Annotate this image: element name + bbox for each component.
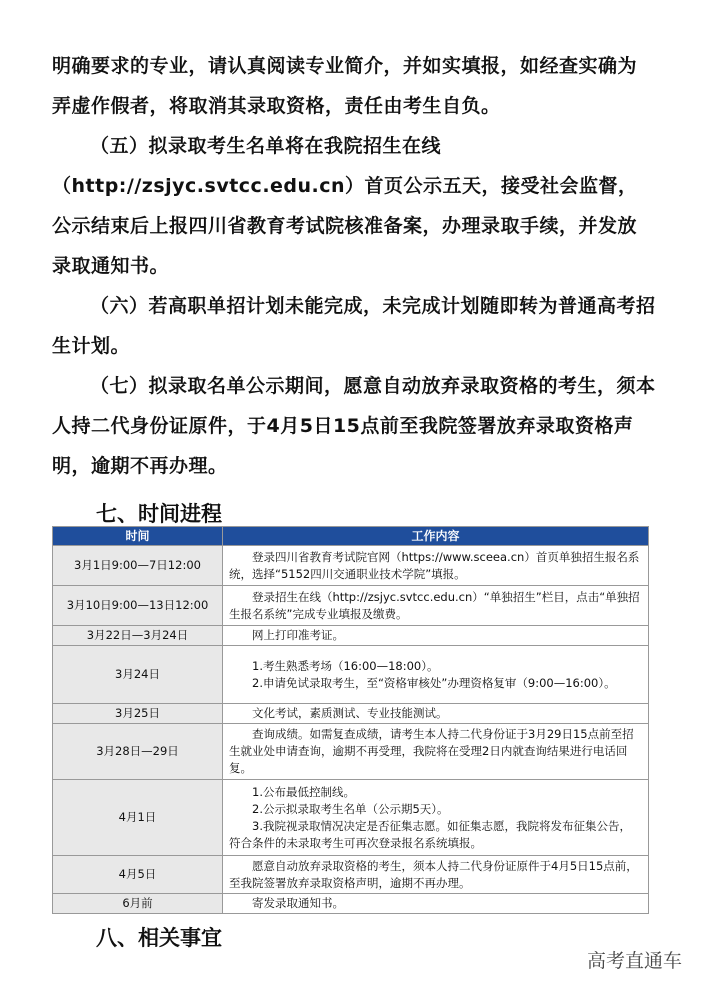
row-content: 查询成绩。如需复查成绩，请考生本人持二代身份证于3月29日15点前至招生就业处申请查询，逾期不再受理，我院将在受理2日内就查询结果进行电话回复。 (223, 724, 649, 780)
table-row (53, 546, 649, 586)
row-content: 1.公布最低控制线。 2.公示拟录取考生名单（公示期5天）。 3.我院视录取情况决定是否征集志愿。如征集志愿，我院将发布征集公告，符合条件的未录取考生可再次登录报名系统填报。 (223, 780, 649, 856)
row-time: 6月前 (53, 894, 223, 914)
paragraph-item-6: （六）若高职单招计划未能完成，未完成计划随即转为普通高考招生计划。 (52, 295, 656, 357)
table-header-row (53, 527, 649, 546)
row-time: 3月25日 (53, 704, 223, 724)
table-row (53, 586, 649, 626)
table-row (53, 704, 649, 724)
row-time: 3月24日 (53, 646, 223, 704)
row-time: 3月10日9:00—13日12:00 (53, 586, 223, 626)
row-content: 网上打印准考证。 (223, 626, 649, 646)
row-content: 登录四川省教育考试院官网（https://www.sceea.cn）首页单独招生报名系统，选择“5152四川交通职业技术学院”填报。 (223, 546, 649, 586)
paragraph-item-7: （七）拟录取名单公示期间，愿意自动放弃录取资格的考生，须本人持二代身份证原件，于4月5日15点前至我院签署放弃录取资格声明，逾期不再办理。 (52, 375, 656, 477)
header-time: 时间 (53, 527, 223, 546)
watermark: 高考直通车 (586, 950, 682, 972)
table-row (53, 646, 649, 704)
row-time: 4月1日 (53, 780, 223, 856)
row-content: 文化考试，素质测试、专业技能测试。 (223, 704, 649, 724)
table-row (53, 780, 649, 856)
row-time: 3月22日—3月24日 (53, 626, 223, 646)
row-content: 愿意自动放弃录取资格的考生，须本人持二代身份证原件于4月5日15点前，至我院签署放弃录取资格声明，逾期不再办理。 (223, 856, 649, 894)
header-content: 工作内容 (223, 527, 649, 546)
row-content: 登录招生在线（http://zsjyc.svtcc.edu.cn）“单独招生”栏目，点击“单独招生报名系统”完成专业填报及缴费。 (223, 586, 649, 626)
paragraph-item-5: （五）拟录取考生名单将在我院招生在线（http://zsjyc.svtcc.edu.cn）首页公示五天，接受社会监督，公示结束后上报四川省教育考试院核准备案，办理录取手续，并发放录取通知书。 (52, 135, 638, 277)
row-time: 4月5日 (53, 856, 223, 894)
table-row (53, 856, 649, 894)
table-row (53, 626, 649, 646)
section-7-title: 七、时间进程 (96, 502, 222, 526)
row-content: 1.考生熟悉考场（16:00—18:00）。 2.申请免试录取考生，至“资格审核处”办理资格复审（9:00—16:00）。 (223, 646, 649, 704)
paragraph-major-requirement: 明确要求的专业，请认真阅读专业简介，并如实填报，如经查实确为弄虚作假者，将取消其录取资格，责任由考生自负。 (52, 55, 638, 117)
row-time: 3月28日—29日 (53, 724, 223, 780)
row-content: 寄发录取通知书。 (223, 894, 649, 914)
schedule-table (52, 526, 649, 914)
row-time: 3月1日9:00—7日12:00 (53, 546, 223, 586)
table-row (53, 894, 649, 914)
section-8-title: 八、相关事宜 (96, 926, 222, 950)
table-row (53, 724, 649, 780)
